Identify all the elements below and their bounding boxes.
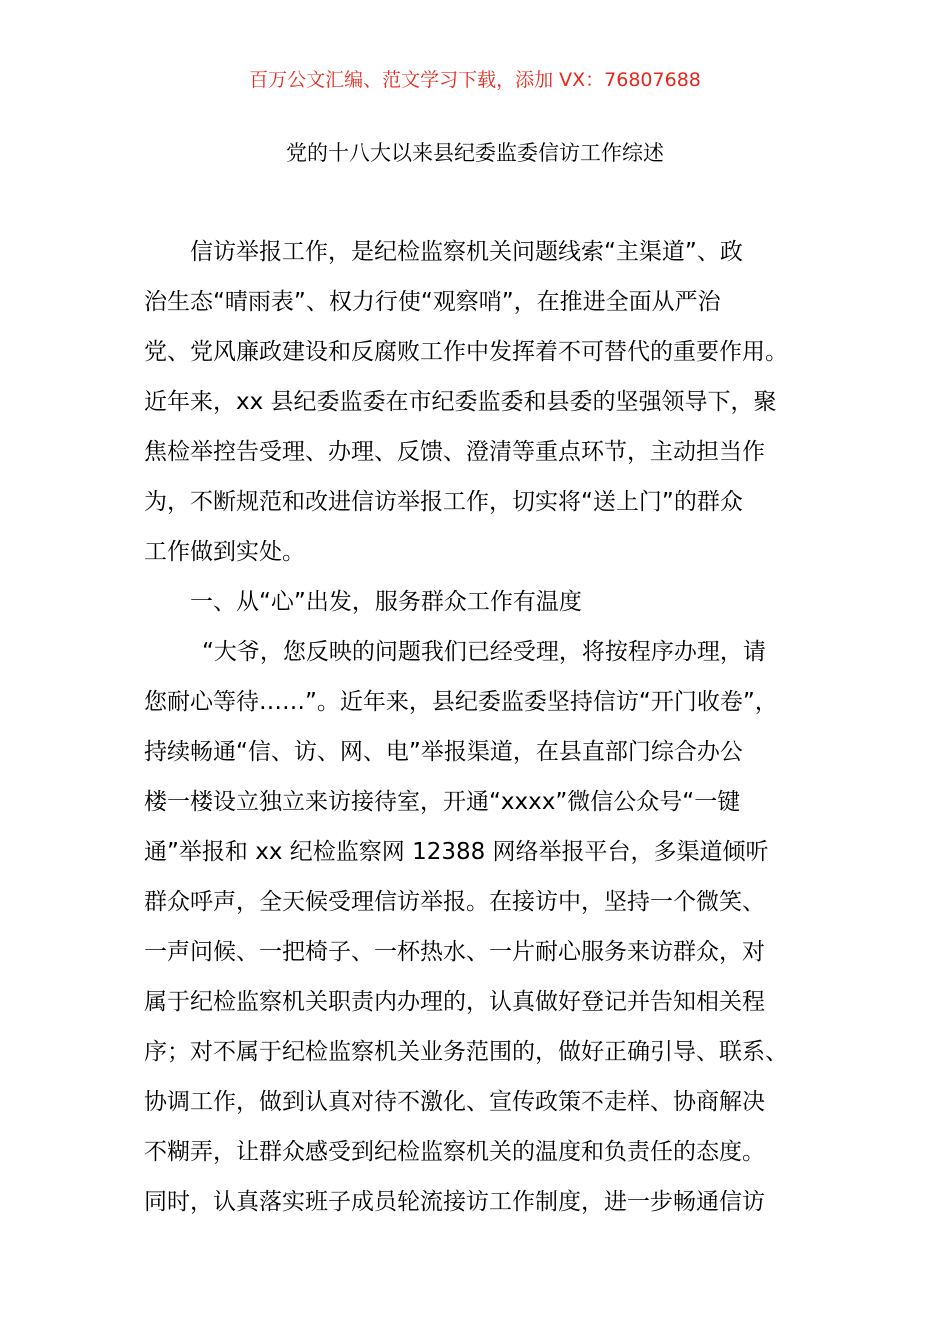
paragraph-line: 同时，认真落实班子成员轮流接访工作制度，进一步畅通信访 — [144, 1189, 765, 1215]
paragraph-line: 工作做到实处。 — [144, 539, 305, 565]
paragraph-line: 序；对不属于纪检监察机关业务范围的，做好正确引导、联系、 — [144, 1039, 788, 1065]
promo-header: 百万公文汇编、范文学习下载，添加 VX：76807688 — [249, 69, 701, 91]
paragraph-line: 群众呼声，全天候受理信访举报。在接访中，坚持一个微笑、 — [144, 889, 765, 915]
paragraph-line: 您耐心等待……”。近年来，县纪委监委坚持信访“开门收卷”， — [144, 689, 778, 715]
paragraph-line: 信访举报工作，是纪检监察机关问题线索“主渠道”、政 — [190, 239, 743, 265]
paragraph-line: 为，不断规范和改进信访举报工作，切实将“送上门”的群众 — [144, 489, 743, 515]
paragraph-line: 楼一楼设立独立来访接待室，开通“xxxx”微信公众号“一键 — [144, 789, 741, 815]
section-heading: 一、从“心”出发，服务群众工作有温度 — [190, 589, 582, 615]
paragraph-line: “大爷，您反映的问题我们已经受理，将按程序办理，请 — [202, 639, 766, 665]
paragraph-line: 不糊弄，让群众感受到纪检监察机关的温度和负责任的态度。 — [144, 1139, 765, 1165]
paragraph-line: 协调工作，做到认真对待不激化、宣传政策不走样、协商解决 — [144, 1089, 765, 1115]
paragraph-line: 通”举报和 xx 纪检监察网 12388 网络举报平台，多渠道倾听 — [144, 839, 769, 865]
paragraph-line: 治生态“晴雨表”、权力行使“观察哨”，在推进全面从严治 — [144, 289, 721, 315]
paragraph-line: 持续畅通“信、访、网、电”举报渠道，在县直部门综合办公 — [144, 739, 743, 765]
document-body — [144, 227, 814, 1227]
paragraph-line: 近年来，xx 县纪委监委在市纪委监委和县委的坚强领导下，聚 — [144, 389, 777, 415]
paragraph-line: 属于纪检监察机关职责内办理的，认真做好登记并告知相关程 — [144, 989, 765, 1015]
document-title: 党的十八大以来县纪委监委信访工作综述 — [286, 141, 664, 165]
paragraph-line: 焦检举控告受理、办理、反馈、澄清等重点环节，主动担当作 — [144, 439, 765, 465]
paragraph-line: 党、党风廉政建设和反腐败工作中发挥着不可替代的重要作用。 — [144, 339, 788, 365]
paragraph-line: 一声问候、一把椅子、一杯热水、一片耐心服务来访群众，对 — [144, 939, 765, 965]
